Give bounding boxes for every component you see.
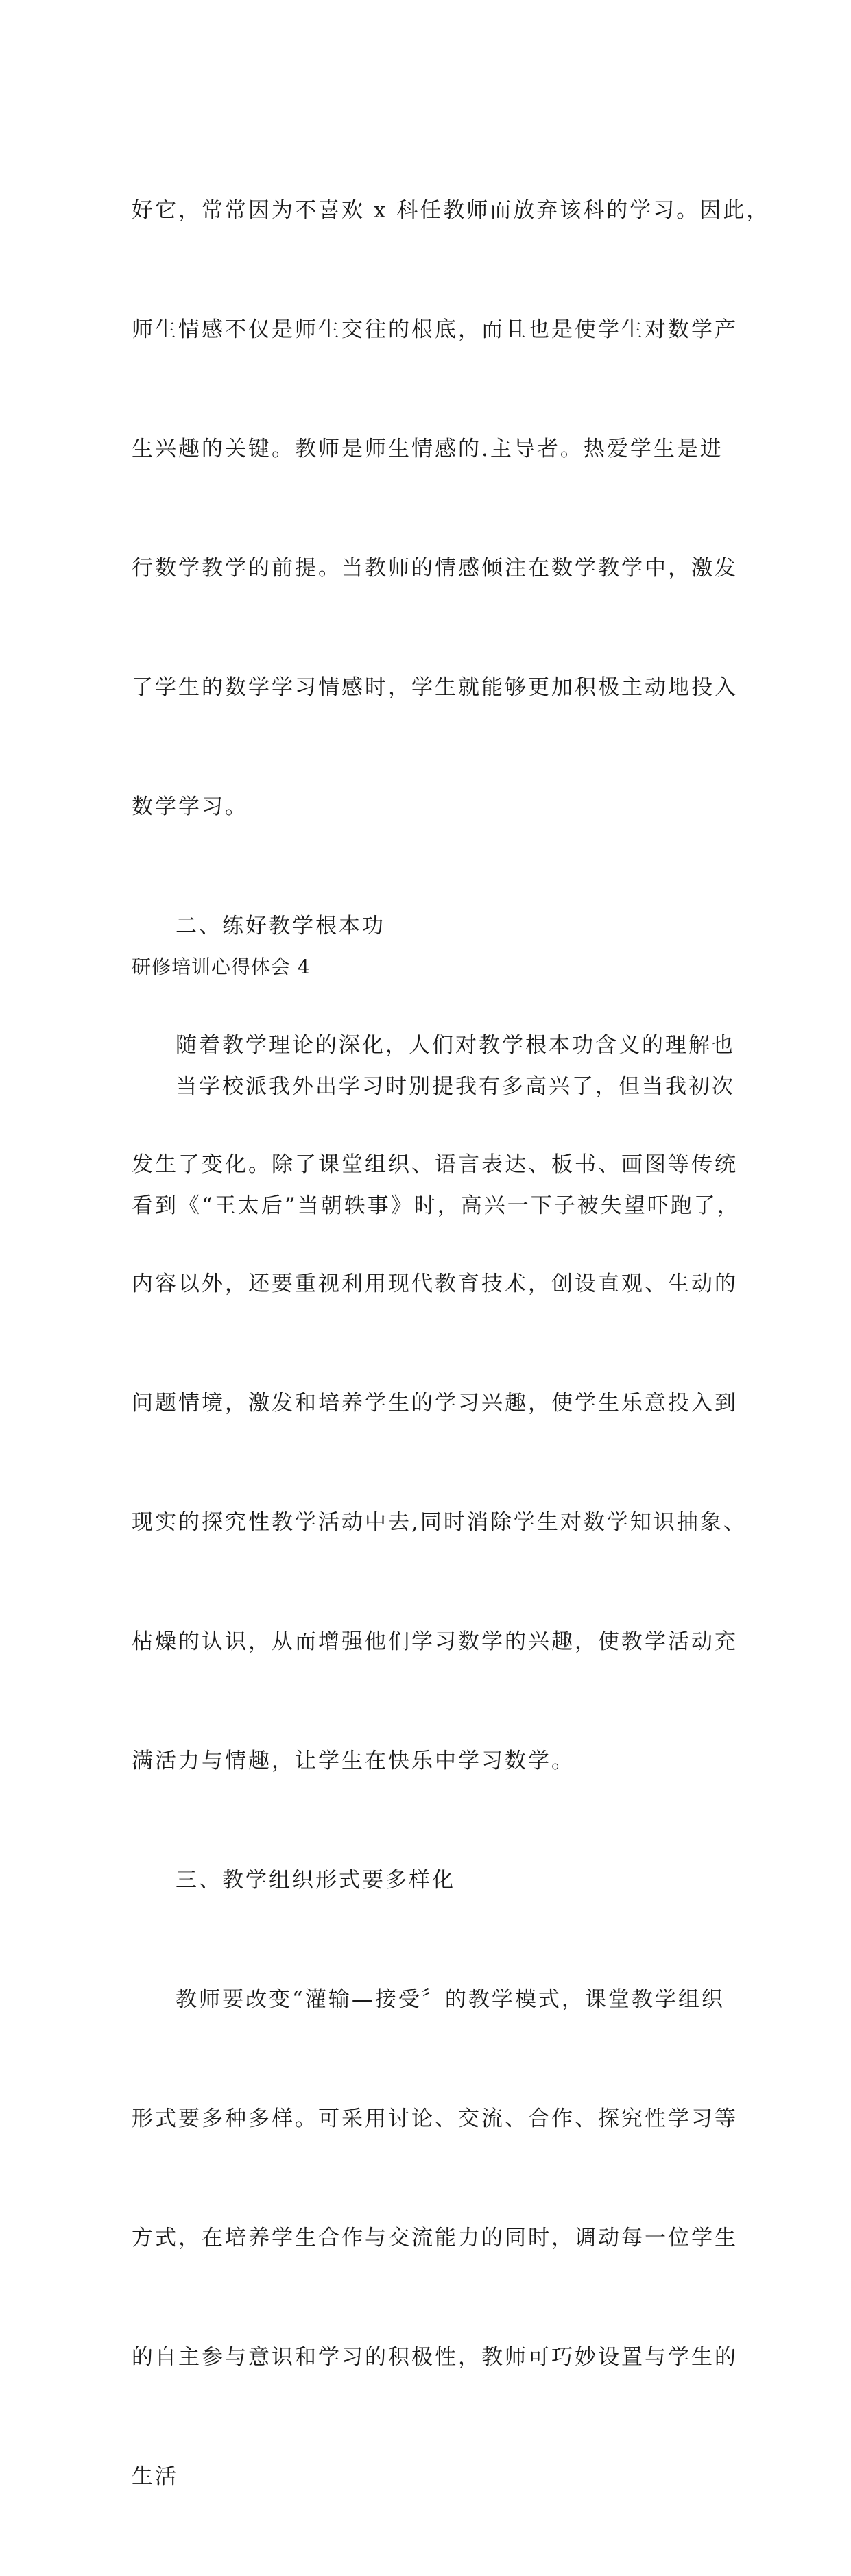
text-line: 好它，常常因为不喜欢 x 科任教师而放弃该科的学习。因此， [132,198,770,223]
text-line: 数学学习。 [132,794,248,819]
text-line: 问题情境，激发和培养学生的学习兴趣，使学生乐意投入到 [132,1391,738,1415]
body-text-part2 [132,987,741,1305]
heading-three: 三、教学组织形式要多样化 [176,1868,455,1893]
text-line: 满活力与情趣，让学生在快乐中学习数学。 [132,1749,575,1773]
text-line: 看到《“王太后”当朝轶事》时，高兴一下子被失望吓跑了， [132,1193,741,1218]
heading-two: 二、练好教学根本功 [176,914,385,938]
text-line: 内容以外，还要重视利用现代教育技术，创设直观、生动的 [132,1272,738,1296]
text-line: 形式要多种多样。可采用讨论、交流、合作、探究性学习等 [132,2106,738,2131]
text-line: 的自主参与意识和学习的积极性，教师可巧妙设置与学生的 [132,2345,738,2370]
text-line: 师生情感不仅是师生交往的根底，而且也是使学生对数学产 [132,317,738,342]
text-line: 当学校派我外出学习时别提我有多高兴了，但当我初次 [176,1074,735,1099]
text-line: 了学生的数学学习情感时，学生就能够更加积极主动地投入 [132,675,738,700]
text-line: 现实的探究性教学活动中去,同时消除学生对数学知识抽象、 [132,1510,747,1535]
text-line: 生活 [132,2464,178,2489]
section-title: 研修培训心得体会 4 [132,956,311,978]
text-line: 发生了变化。除了课堂组织、语言表达、板书、画图等传统 [132,1152,738,1177]
text-line: 枯燥的认识，从而增强他们学习数学的兴趣，使教学活动充 [132,1629,738,1654]
text-line: 生兴趣的关键。教师是师生情感的.主导者。热爱学生是进 [132,437,723,461]
text-line: 随着教学理论的深化，人们对教学根本功含义的理解也 [176,1033,735,1058]
text-line: 行数学教学的前提。当教师的情感倾注在数学教学中，激发 [132,556,738,581]
text-line: 方式，在培养学生合作与交流能力的同时，调动每一位学生 [132,2226,738,2250]
body-text-part1 [132,111,770,2576]
text-line: 教师要改变“灌输—接受〞的教学模式，课堂教学组织 [176,1987,725,2012]
